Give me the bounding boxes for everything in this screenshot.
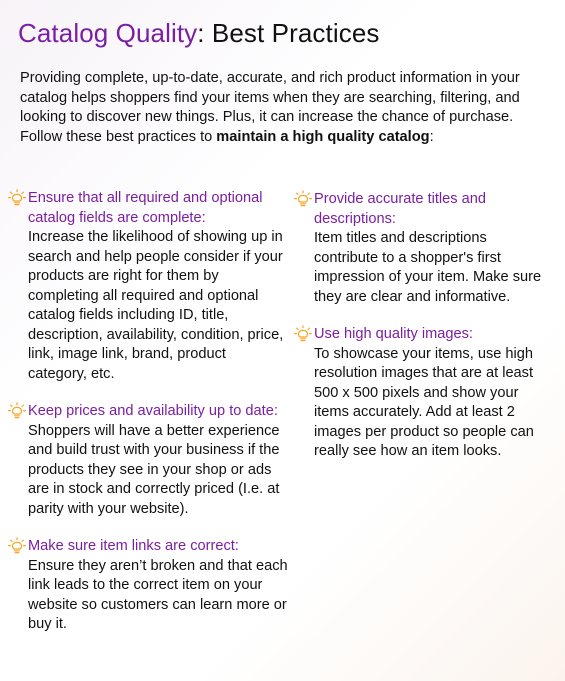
- lightbulb-icon: [294, 325, 312, 343]
- tip-titles-descriptions: [294, 190, 544, 307]
- tip-title: Use high quality images:: [314, 326, 473, 342]
- tip-body: Ensure they aren’t broken and that each link leads to the correct item on your website so customers can learn more or buy it.: [28, 557, 288, 632]
- tip-prices-availability: [8, 402, 288, 519]
- intro-text: Providing complete, up-to-date, accurate, and rich product information in your catalog helps shoppers find your items when they are searching, filtering, and looking to discover new things. Plus, it can increase the chance of purchase. Follow these best practices to: [20, 70, 520, 145]
- lightbulb-icon: [8, 537, 26, 555]
- page-title-accent: Catalog Quality: [18, 18, 198, 48]
- right-column: [294, 190, 544, 462]
- tip-title: Keep prices and availability up to date:: [28, 403, 278, 419]
- tip-title: Provide accurate titles and descriptions:: [314, 191, 486, 227]
- tip-title: Ensure that all required and optional catalog fields are complete:: [28, 190, 263, 226]
- tip-body: To showcase your items, use high resolution images that are at least 500 x 500 pixels and show your items accurately. Add at least 2 images per product so people can really see how an item looks.: [314, 345, 534, 459]
- intro-bold-text: maintain a high quality catalog: [216, 128, 430, 145]
- tip-body: Shoppers will have a better experience and build trust with your business if the products they see in your shop or ads are in stock and correctly priced (I.e. at parity with your website).: [28, 422, 280, 517]
- tip-body: Item titles and descriptions contribute to a shopper's first impression of your item. Make sure they are clear and informative.: [314, 230, 542, 305]
- lightbulb-icon: [294, 190, 312, 208]
- page-title-rest: : Best Practices: [197, 18, 380, 48]
- tip-images: [294, 325, 544, 462]
- tip-required-fields: [8, 189, 288, 384]
- lightbulb-icon: [8, 402, 26, 420]
- tip-body: Increase the likelihood of showing up in search and help people consider if your products are right for them by completing all required and optional catalog fields including ID, title, description, availability, condition, price, link, image link, brand, product category, etc.: [28, 229, 284, 382]
- tip-title: Make sure item links are correct:: [28, 538, 239, 554]
- tip-item-links: [8, 537, 288, 635]
- intro-paragraph: [20, 69, 520, 147]
- page-title: [18, 18, 379, 49]
- lightbulb-icon: [8, 189, 26, 207]
- intro-end: :: [429, 128, 434, 145]
- left-column: [8, 189, 288, 635]
